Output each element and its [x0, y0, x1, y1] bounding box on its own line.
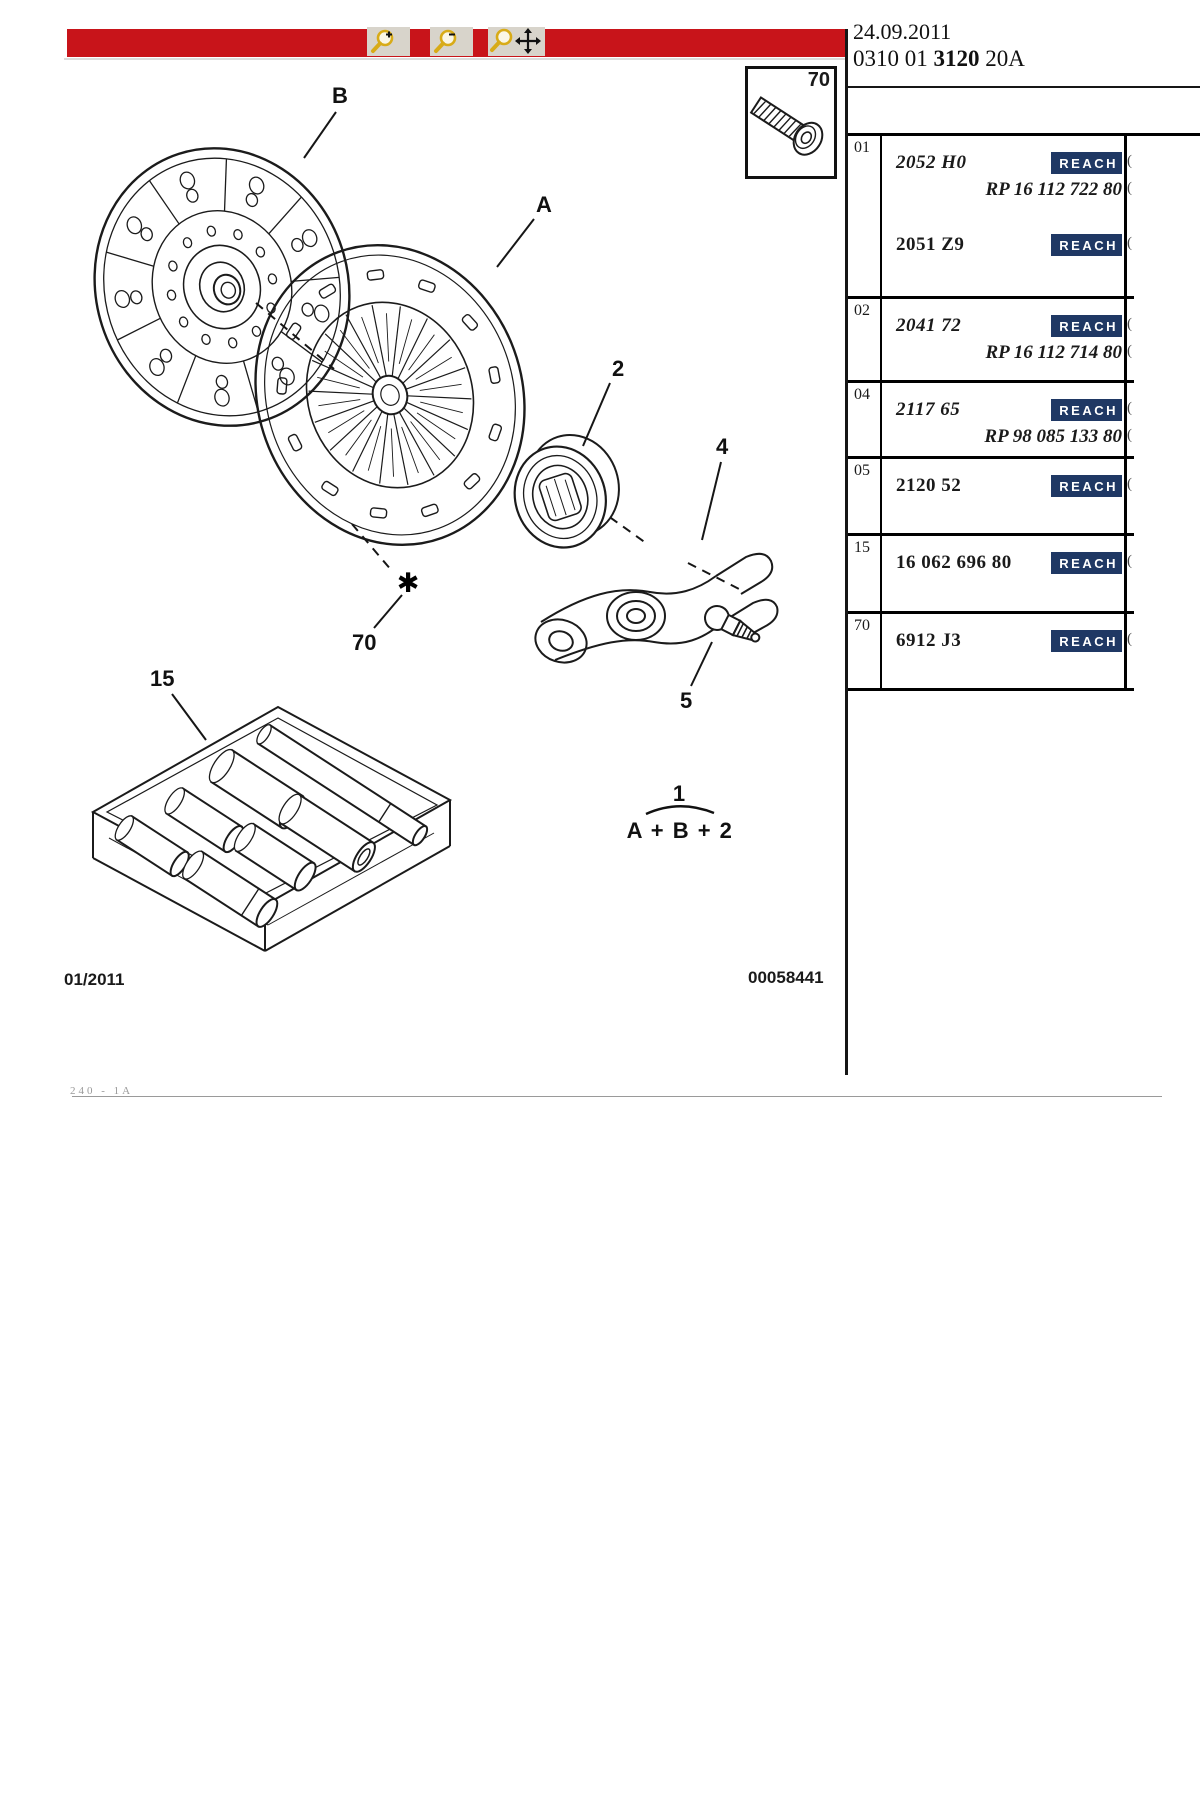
callout-70: 70	[352, 630, 377, 655]
callout-15-leader	[172, 694, 206, 740]
callout-2: 2	[612, 356, 625, 381]
reach-badge[interactable]: REACH	[1051, 475, 1122, 497]
callout-a-leader	[497, 219, 534, 267]
callout-15: 15	[150, 666, 175, 691]
rp-replacement-ref: RP 16 112 722 80 (	[985, 179, 1132, 200]
row-ref-number: 05	[848, 459, 882, 533]
reach-badge[interactable]: REACH	[1051, 399, 1122, 421]
asterisk-marker: ✱	[396, 568, 420, 598]
clutch-disc-b	[59, 115, 385, 459]
rp-replacement-ref: RP 16 112 714 80 (	[985, 342, 1132, 363]
part-code: 2051 Z9	[896, 233, 965, 255]
clipped-column-fragment: (	[1127, 153, 1132, 169]
rp-replacement-ref: RP 98 085 133 80 (	[984, 426, 1132, 447]
drawing-number: 00058441	[748, 968, 824, 987]
reach-badge[interactable]: REACH	[1051, 630, 1122, 652]
clipped-column-fragment: (	[1127, 180, 1132, 196]
part-code: 2117 65	[896, 398, 961, 420]
clipped-column-fragment: (	[1127, 343, 1132, 359]
callout-5-leader	[691, 642, 712, 686]
reach-badge[interactable]: REACH	[1051, 152, 1122, 174]
callout-70-leader	[374, 595, 402, 628]
kit-box-15	[93, 707, 450, 951]
callout-b: B	[332, 83, 348, 108]
catalog-date: 24.09.2011	[853, 19, 952, 44]
assembly-axis	[256, 303, 741, 590]
row-ref-number: 04	[848, 383, 882, 456]
reach-badge[interactable]: REACH	[1051, 552, 1122, 574]
row-ref-number: 01	[848, 136, 882, 296]
formula-numerator: 1	[672, 781, 686, 806]
part-code: 6912 J3	[896, 629, 962, 651]
callout-4-leader	[702, 462, 721, 540]
part-code: 16 062 696 80	[896, 551, 1012, 573]
clipped-column-fragment: (	[1127, 553, 1132, 569]
cutoff-rule	[72, 1096, 1162, 1097]
cutoff-text-fragment: 240 - 1A	[70, 1085, 134, 1095]
part-code: 2120 52	[896, 474, 962, 496]
reach-badge[interactable]: REACH	[1051, 234, 1122, 256]
formula-brace	[646, 806, 714, 814]
clipped-column-fragment: (	[1127, 631, 1132, 647]
reference-suffix: 20A	[985, 46, 1025, 71]
row-ref-number: 02	[848, 299, 882, 380]
release-fork-4	[530, 554, 778, 669]
edition-date: 01/2011	[64, 970, 125, 989]
callout-2-leader	[583, 383, 610, 446]
part-code: 2052 H0	[896, 151, 967, 173]
part-code: 2041 72	[896, 314, 962, 336]
formula-denominator: A + B + 2	[626, 818, 734, 843]
clipped-column-fragment: (	[1127, 316, 1132, 332]
row-ref-number: 70	[848, 614, 882, 688]
clipped-column-fragment: (	[1127, 400, 1132, 416]
pivot-stud-5	[701, 602, 764, 650]
inset-callout-70: 70	[807, 69, 830, 91]
reach-badge[interactable]: REACH	[1051, 315, 1122, 337]
callout-b-leader	[304, 112, 336, 158]
reference-bold: 3120	[933, 46, 980, 71]
clipped-column-fragment: (	[1127, 427, 1132, 443]
callout-5: 5	[680, 688, 693, 713]
clipped-column-fragment: (	[1127, 235, 1132, 251]
callout-4: 4	[716, 434, 729, 459]
pressure-plate-a	[214, 207, 566, 583]
reference-prefix: 0310 01	[853, 46, 928, 71]
row-ref-number: 15	[848, 536, 882, 611]
clipped-column-fragment: (	[1127, 476, 1132, 492]
callout-a: A	[536, 192, 552, 217]
